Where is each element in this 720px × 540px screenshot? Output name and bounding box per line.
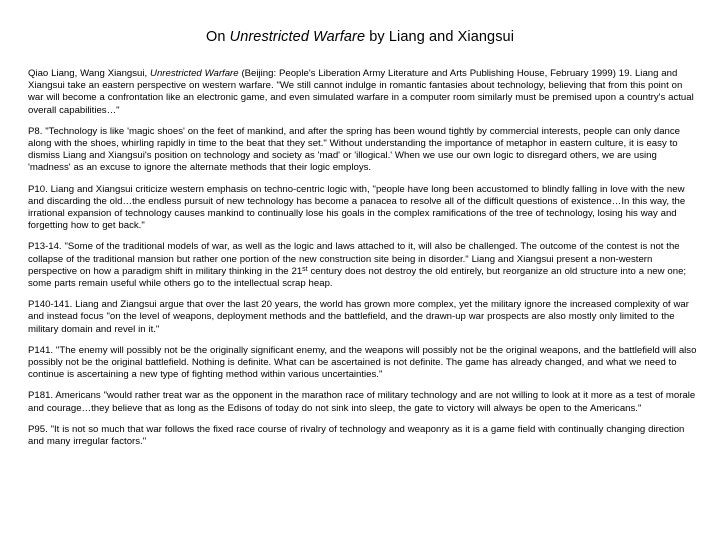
page-title [0,28,720,46]
citation-authors: Qiao Liang, Wang Xiangsui, [28,68,151,79]
quote-paragraph-p140-141: P140-141. Liang and Ziangsui argue that over the last 20 years, the world has grown more complex, yet the military ignore the increased complexity of war and instead focus "on the level of weapons, deployment methods and the battlefield, and the drawn-up war prospects are also mostly only limited to the military domain and revel in it." [28,299,689,335]
citation-details: (Beijing: People's Liberation Army Literature and Arts Publishing House, February 1999) 19. Liang and Xiangsui take an eastern perspective on western warfare. "We still cannot indulge in romantic fantasies about technology, believing that from this point on war will become a confrontation like an electronic game, and even simulated warfare in a computer room similarly must be premised upon a country's actual overall capabilities…" [28,68,694,116]
quote-paragraph-p141: P141. "The enemy will possibly not be the originally significant enemy, and the weapons will possibly not be the original weapons, and the battlefield will also possibly not be the original battlefield. Nothing is definite. What can be ascertained is not definite. The game has already changed, and what we need to continue is ascertaining a new type of fighting method within various uncertainties." [28,344,697,381]
ordinal-superscript: st [302,265,308,273]
title-book-name: Unrestricted Warfare [229,29,366,45]
quote-paragraph-p181: P181. Americans "would rather treat war as the opponent in the marathon race of military technology and are not willing to look at it more as a test of morale and courage…they believe that as long as the Edisons of today do not sink into sleep, the gate to victory will always be open to the Americans." [28,390,696,414]
citation-paragraph [28,68,700,117]
citation-book-title: Unrestricted Warfare [150,68,239,79]
quote-text-start: P13-14. "Some of the traditional models of war, as well as the logic and laws attached to it, will also be challenged. The outcome of the contest is not the collapse of the traditional mansion but rather one portion of the new construction site being in disorder." Liang and Xiangsui present a non-western perspective on how a paradigm shift in military thinking in the 21 [28,241,680,277]
quote-text-end: century does not destroy the old entirely, but reorganize an old structure into a new one; some parts remain useful while others go to the intellectual scrap heap. [28,265,687,290]
quote-paragraph-p10: P10. Liang and Xiangsui criticize western emphasis on techno-centric logic with, "people have long been accustomed to blindly falling in love with the new and discarding the old…the endless pursuit of new technology has become a panacea to resolve all of the difficult questions of existence…In this way, the irrational expansion of technology causes mankind to continually lose his goals in the complex ramifications of the tree of technology, losing his way and forgetting how to get back." [28,183,686,232]
quote-paragraph-p95: P95. "It is not so much that war follows the fixed race course of rivalry of technology and weaponry as it is a game field with continually changing direction and many irregular factors." [28,423,685,448]
title-prefix: On [205,29,230,45]
title-suffix: by Liang and Xiangsui [365,29,515,45]
quote-paragraph-p13-14 [28,241,700,290]
document-body [28,68,700,457]
quote-paragraph-p8: P8. "Technology is like 'magic shoes' on the feet of mankind, and after the spring has been wound tightly by commercial interests, people can only dance along with the shoes, whirling rapidly in time to the beat that they set." Without understanding the importance of metaphor in eastern culture, it is easy to dismiss Liang and Xiangsui's position on technology and society as 'mad' or 'illogical.' When we use our own logic to disregard others, we are using 'madness' as an excuse to ignore the alternate methods that their logic employs. [28,125,681,174]
